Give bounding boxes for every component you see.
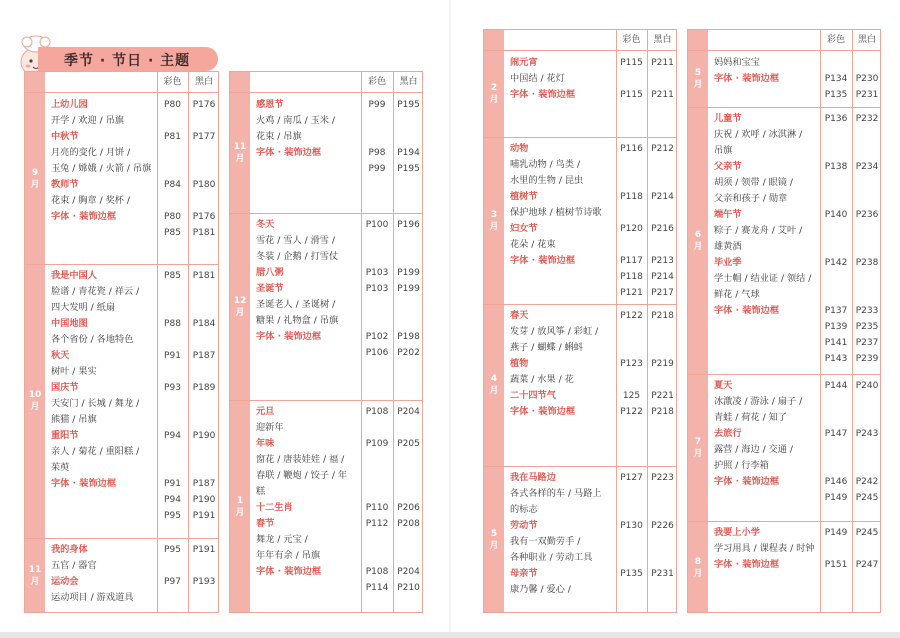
page-bw[interactable]: P204 xyxy=(397,407,420,417)
page-color[interactable]: P108 xyxy=(365,567,389,577)
page-color[interactable]: P81 xyxy=(164,132,181,142)
page-color[interactable]: P134 xyxy=(824,74,848,84)
theme-title[interactable]: 植树节 xyxy=(510,191,538,202)
theme-title[interactable]: 字体 · 装饰边框 xyxy=(256,331,322,342)
month-label: 5 月 xyxy=(489,529,499,551)
month-label: 7 月 xyxy=(693,436,703,459)
theme-items[interactable]: 水里的生物 / 昆虫 xyxy=(510,175,584,186)
theme-title[interactable]: 运动会 xyxy=(51,576,79,587)
month-label: 5 月 xyxy=(693,68,703,90)
column-header-bw: 黑白 xyxy=(399,77,418,87)
page-color[interactable]: P109 xyxy=(365,439,389,449)
page-bw[interactable]: P245 xyxy=(855,528,879,538)
theme-items[interactable]: 亲人 / 菊花 / 重阳糕 / xyxy=(51,446,140,457)
theme-items[interactable]: 迎新年 xyxy=(256,422,284,433)
page-bw[interactable]: P230 xyxy=(855,74,879,84)
page-color[interactable]: P93 xyxy=(164,383,181,393)
page-color[interactable]: P115 xyxy=(620,58,643,68)
page-bw[interactable]: P194 xyxy=(397,148,420,158)
page-color[interactable]: P120 xyxy=(620,224,643,234)
page-color[interactable]: P149 xyxy=(824,493,848,503)
page-color[interactable]: P135 xyxy=(824,90,848,100)
theme-items[interactable]: 运动项目 / 游戏道具 xyxy=(51,592,134,603)
month-divider xyxy=(484,466,676,467)
page-bw[interactable]: P208 xyxy=(397,519,420,529)
page-bw[interactable]: P240 xyxy=(855,381,879,391)
column-header-bw: 黑白 xyxy=(857,35,876,45)
theme-title[interactable]: 字体 · 装饰边框 xyxy=(51,478,117,489)
theme-title[interactable]: 秋天 xyxy=(51,350,70,361)
theme-title[interactable]: 动物 xyxy=(510,143,529,154)
theme-title[interactable]: 母亲节 xyxy=(510,568,538,579)
page-bw[interactable]: P196 xyxy=(397,220,420,230)
page-color[interactable]: P123 xyxy=(620,359,643,369)
month-label: 12 月 xyxy=(233,295,247,318)
page-bw[interactable]: P217 xyxy=(651,288,674,298)
page-color[interactable]: P117 xyxy=(620,256,643,266)
page-color[interactable]: P106 xyxy=(365,348,389,358)
page-bw[interactable]: P213 xyxy=(651,256,674,266)
column-divider xyxy=(188,72,189,612)
column-header-color: 彩色 xyxy=(163,77,182,87)
theme-title[interactable]: 重阳节 xyxy=(51,430,79,441)
page-bw[interactable]: P199 xyxy=(397,284,420,294)
page-color[interactable]: P85 xyxy=(164,228,181,238)
theme-items[interactable]: 学习用具 / 课程表 / 时钟 xyxy=(714,543,815,554)
page-bw[interactable]: P214 xyxy=(651,272,674,282)
page-color[interactable]: P136 xyxy=(824,114,848,124)
page-color[interactable]: P98 xyxy=(368,148,386,158)
month-label: 9 月 xyxy=(30,167,40,190)
month-divider xyxy=(688,374,880,375)
theme-items[interactable]: 哺乳动物 / 鸟类 / xyxy=(510,159,581,170)
theme-title[interactable]: 春天 xyxy=(510,310,529,321)
page-spine xyxy=(449,0,451,632)
theme-items[interactable]: 发芽 / 放风筝 / 彩虹 / xyxy=(510,326,599,337)
theme-items[interactable]: 鲜花 / 气球 xyxy=(714,289,760,300)
theme-items[interactable]: 燕子 / 蝴蝶 / 蝌蚪 xyxy=(510,342,583,353)
theme-items[interactable]: 月亮的变化 / 月饼 / xyxy=(51,147,131,158)
index-panel xyxy=(229,71,423,613)
page-bw[interactable]: P202 xyxy=(397,348,420,358)
page-bw[interactable]: P247 xyxy=(855,560,879,570)
page-color[interactable]: P115 xyxy=(620,90,643,100)
page-bw[interactable]: P184 xyxy=(192,319,216,329)
page-color[interactable]: P137 xyxy=(824,306,848,316)
page-bw[interactable]: P235 xyxy=(855,322,879,332)
theme-title[interactable]: 字体 · 装饰边框 xyxy=(510,255,576,266)
theme-title[interactable]: 我的身体 xyxy=(51,544,88,555)
theme-items[interactable]: 胡须 / 领带 / 眼镜 / xyxy=(714,177,794,188)
theme-title[interactable]: 字体 · 装饰边框 xyxy=(714,559,780,570)
page-color[interactable]: P142 xyxy=(824,258,848,268)
page-bw[interactable]: P193 xyxy=(192,577,216,587)
page-color[interactable]: P127 xyxy=(620,473,643,483)
page-color[interactable]: P139 xyxy=(824,322,848,332)
theme-items[interactable]: 庆祝 / 欢呼 / 冰淇淋 / xyxy=(714,129,803,140)
page-color[interactable]: P143 xyxy=(824,354,848,364)
theme-title[interactable]: 字体 · 装饰边框 xyxy=(51,211,117,222)
theme-title[interactable]: 国庆节 xyxy=(51,382,79,393)
page-color[interactable]: P99 xyxy=(368,164,386,174)
page-bw[interactable]: P219 xyxy=(651,359,674,369)
month-divider xyxy=(25,264,218,265)
bottom-bar xyxy=(0,632,900,638)
page-color[interactable]: P94 xyxy=(164,495,181,505)
theme-items[interactable]: 花朵 / 花束 xyxy=(510,239,556,250)
month-divider xyxy=(688,521,880,522)
section-title: 季节 · 节日 · 主题 xyxy=(64,53,191,69)
page-bw[interactable]: P176 xyxy=(192,100,216,110)
page-color[interactable]: P88 xyxy=(164,319,181,329)
page-bw[interactable]: P231 xyxy=(651,569,674,579)
page-bw[interactable]: P226 xyxy=(651,521,674,531)
page-bw[interactable]: P190 xyxy=(192,431,216,441)
theme-items[interactable]: 学士帽 / 结业证 / 领结 / xyxy=(714,273,812,284)
theme-items[interactable]: 吊旗 xyxy=(714,145,733,156)
page-bw[interactable]: P205 xyxy=(397,439,420,449)
theme-items[interactable]: 舞龙 / 元宝 / xyxy=(256,534,308,545)
theme-title[interactable]: 感恩节 xyxy=(256,99,284,110)
theme-items[interactable]: 各个省份 / 各地特色 xyxy=(51,334,134,345)
theme-items[interactable]: 雪花 / 雪人 / 滑雪 / xyxy=(256,235,336,246)
theme-items[interactable]: 父亲和孩子 / 勋章 xyxy=(714,193,788,204)
month-label: 11 月 xyxy=(233,142,247,164)
page-color[interactable]: P94 xyxy=(164,431,181,441)
theme-items[interactable]: 茱萸 xyxy=(51,462,70,473)
theme-items[interactable]: 冰激凌 / 游泳 / 扇子 / xyxy=(714,396,803,407)
page-color[interactable]: P85 xyxy=(164,271,181,281)
month-label: 8 月 xyxy=(693,556,703,579)
theme-title[interactable]: 我是中国人 xyxy=(51,270,97,281)
page-color[interactable]: P138 xyxy=(824,162,848,172)
page-color[interactable]: P91 xyxy=(164,479,181,489)
table-header xyxy=(25,72,218,93)
month-label: 1 月 xyxy=(235,496,245,518)
theme-items[interactable]: 冬装 / 企鹅 / 打雪仗 xyxy=(256,251,339,262)
page-color[interactable]: P114 xyxy=(365,583,389,593)
page-color[interactable]: P147 xyxy=(824,429,848,439)
page-bw[interactable]: P199 xyxy=(397,268,420,278)
theme-items[interactable]: 玉兔 / 嫦娥 / 火箭 / 吊旗 xyxy=(51,163,152,174)
page-bw[interactable]: P195 xyxy=(397,100,420,110)
theme-items[interactable]: 脸谱 / 青花瓷 / 祥云 / xyxy=(51,286,140,297)
theme-title[interactable]: 端午节 xyxy=(714,209,742,220)
theme-title[interactable]: 父亲节 xyxy=(714,161,742,172)
theme-items[interactable]: 天安门 / 长城 / 舞龙 / xyxy=(51,398,140,409)
page-bw[interactable]: P238 xyxy=(855,258,879,268)
theme-items[interactable]: 雄黄酒 xyxy=(714,241,742,252)
month-band xyxy=(25,72,45,612)
theme-items[interactable]: 熊猫 / 吊旗 xyxy=(51,414,97,425)
column-header-color: 彩色 xyxy=(367,77,386,87)
page-color[interactable]: P103 xyxy=(365,268,389,278)
month-divider xyxy=(484,304,676,305)
month-divider xyxy=(25,538,218,539)
page-bw[interactable]: P181 xyxy=(192,228,216,238)
page-color[interactable]: P91 xyxy=(164,351,181,361)
month-divider xyxy=(230,213,422,214)
page-bw[interactable]: P242 xyxy=(855,477,879,487)
page-bw[interactable]: P211 xyxy=(651,90,674,100)
page-bw[interactable]: P218 xyxy=(651,407,674,417)
page-bw[interactable]: P233 xyxy=(855,306,879,316)
page-color[interactable]: P122 xyxy=(620,407,643,417)
page-bw[interactable]: P223 xyxy=(651,473,674,483)
theme-items[interactable]: 保护地球 / 植树节诗歌 xyxy=(510,207,602,218)
theme-title[interactable]: 春节 xyxy=(256,518,275,529)
theme-title[interactable]: 腊八粥 xyxy=(256,267,284,278)
page-bw[interactable]: P206 xyxy=(397,503,420,513)
theme-items[interactable]: 护照 / 行李箱 xyxy=(714,460,769,471)
theme-title[interactable]: 我要上小学 xyxy=(714,527,760,538)
theme-items[interactable]: 窗花 / 唐装娃娃 / 福 / xyxy=(256,454,345,465)
page-bw[interactable]: P245 xyxy=(855,493,879,503)
page-color[interactable]: P112 xyxy=(365,519,389,529)
theme-items[interactable]: 中国结 / 花灯 xyxy=(510,73,565,84)
page-bw[interactable]: P234 xyxy=(855,162,879,172)
page-color[interactable]: P118 xyxy=(620,192,643,202)
column-header-color: 彩色 xyxy=(826,35,845,45)
page-bw[interactable]: P231 xyxy=(855,90,879,100)
page-color[interactable]: P121 xyxy=(620,288,643,298)
theme-items[interactable]: 妈妈和宝宝 xyxy=(714,57,760,68)
theme-title[interactable]: 元旦 xyxy=(256,406,275,417)
page-color[interactable]: P108 xyxy=(365,407,389,417)
page-color[interactable]: P103 xyxy=(365,284,389,294)
theme-title[interactable]: 字体 · 装饰边框 xyxy=(714,476,780,487)
month-label: 2 月 xyxy=(489,83,499,105)
theme-items[interactable]: 四大发明 / 纸扇 xyxy=(51,302,116,313)
index-panel xyxy=(687,29,881,613)
page-bw[interactable]: P180 xyxy=(192,180,216,190)
theme-items[interactable]: 花束 / 胸章 / 奖杯 / xyxy=(51,195,131,206)
page-color[interactable]: P130 xyxy=(620,521,643,531)
theme-title[interactable]: 中国地图 xyxy=(51,318,88,329)
theme-items[interactable]: 糖果 / 礼物盒 / 吊旗 xyxy=(256,315,339,326)
theme-items[interactable]: 圣诞老人 / 圣诞树 / xyxy=(256,299,336,310)
month-divider xyxy=(688,107,880,108)
page-color[interactable]: P97 xyxy=(164,577,181,587)
page-color[interactable]: P95 xyxy=(164,511,181,521)
page-color[interactable]: P84 xyxy=(164,180,181,190)
month-band xyxy=(688,30,708,612)
page-color[interactable]: P80 xyxy=(164,100,181,110)
theme-title[interactable]: 儿童节 xyxy=(714,113,742,124)
theme-items[interactable]: 火鸡 / 南瓜 / 玉米 / xyxy=(256,115,336,126)
page-color[interactable]: P146 xyxy=(824,477,848,487)
theme-title[interactable]: 十二生肖 xyxy=(256,502,293,513)
page-bw[interactable]: P191 xyxy=(192,545,216,555)
page-color[interactable]: P141 xyxy=(824,338,848,348)
column-header-color: 彩色 xyxy=(622,35,641,45)
page-bw[interactable]: P190 xyxy=(192,495,216,505)
page-bw[interactable]: P216 xyxy=(651,224,674,234)
page-color[interactable]: P149 xyxy=(824,528,848,538)
page-bw[interactable]: P237 xyxy=(855,338,879,348)
page-color[interactable]: P99 xyxy=(368,100,386,110)
theme-title[interactable]: 夏天 xyxy=(714,380,733,391)
page-bw[interactable]: P176 xyxy=(192,212,216,222)
theme-title[interactable]: 字体 · 装饰边框 xyxy=(714,305,780,316)
page-bw[interactable]: P204 xyxy=(397,567,420,577)
theme-items[interactable]: 春联 / 鞭炮 / 饺子 / 年 xyxy=(256,470,348,481)
index-panel xyxy=(24,71,219,613)
month-label: 6 月 xyxy=(693,229,703,252)
page-bw[interactable]: P191 xyxy=(192,511,216,521)
theme-title[interactable]: 闹元宵 xyxy=(510,57,538,68)
theme-items[interactable]: 开学 / 欢迎 / 吊旗 xyxy=(51,115,124,126)
page-bw[interactable]: P221 xyxy=(651,391,674,401)
theme-items[interactable]: 我有一双勤劳手 / xyxy=(510,536,581,547)
month-band xyxy=(484,30,504,612)
theme-title[interactable]: 字体 · 装饰边框 xyxy=(256,147,322,158)
page-bw[interactable]: P187 xyxy=(192,351,216,361)
page-bw[interactable]: P218 xyxy=(651,311,674,321)
page-bw[interactable]: P181 xyxy=(192,271,216,281)
page-bw[interactable]: P198 xyxy=(397,332,420,342)
theme-items[interactable]: 五官 / 器官 xyxy=(51,560,97,571)
page-bw[interactable]: P189 xyxy=(192,383,216,393)
theme-title[interactable]: 字体 · 装饰边框 xyxy=(510,89,576,100)
theme-items[interactable]: 糕 xyxy=(256,486,266,497)
column-header-bw: 黑白 xyxy=(653,35,672,45)
page-bw[interactable]: P239 xyxy=(855,354,879,364)
page-bw[interactable]: P210 xyxy=(397,583,420,593)
column-divider xyxy=(157,72,158,612)
theme-items[interactable]: 年年有余 / 吊旗 xyxy=(256,550,321,561)
theme-items[interactable]: 各种职业 / 劳动工具 xyxy=(510,552,593,563)
month-label: 3 月 xyxy=(489,209,499,232)
theme-items[interactable]: 粽子 / 赛龙舟 / 艾叶 / xyxy=(714,225,803,236)
month-divider xyxy=(484,137,676,138)
theme-title[interactable]: 圣诞节 xyxy=(256,283,284,294)
month-divider xyxy=(230,400,422,401)
page-color[interactable]: P102 xyxy=(365,332,389,342)
page-color[interactable]: 125 xyxy=(622,391,641,401)
theme-items[interactable]: 康乃馨 / 爱心 / xyxy=(510,584,571,595)
theme-title[interactable]: 字体 · 装饰边框 xyxy=(256,566,322,577)
theme-title[interactable]: 字体 · 装饰边框 xyxy=(510,406,576,417)
theme-title[interactable]: 毕业季 xyxy=(714,257,742,268)
page-bw[interactable]: P195 xyxy=(397,164,420,174)
theme-title[interactable]: 冬天 xyxy=(256,219,275,230)
theme-title[interactable]: 中秋节 xyxy=(51,131,79,142)
theme-title[interactable]: 二十四节气 xyxy=(510,390,556,401)
theme-items[interactable]: 蔬菜 / 水果 / 花 xyxy=(510,374,574,385)
page-bw[interactable]: P232 xyxy=(855,114,879,124)
page-bw[interactable]: P187 xyxy=(192,479,216,489)
theme-items[interactable]: 青蛙 / 荷花 / 知了 xyxy=(714,412,787,423)
page-color[interactable]: P135 xyxy=(620,569,643,579)
theme-title[interactable]: 教师节 xyxy=(51,179,79,190)
page-bw[interactable]: P212 xyxy=(651,144,674,154)
theme-title[interactable]: 字体 · 装饰边框 xyxy=(714,73,780,84)
theme-title[interactable]: 劳动节 xyxy=(510,520,538,531)
page-bw[interactable]: P243 xyxy=(855,429,879,439)
theme-items[interactable]: 各式各样的车 / 马路上 xyxy=(510,488,602,499)
page-color[interactable]: P100 xyxy=(365,220,389,230)
page-bw[interactable]: P177 xyxy=(192,132,216,142)
column-header-bw: 黑白 xyxy=(194,77,213,87)
month-label: 10 月 xyxy=(28,390,42,412)
page-color[interactable]: P140 xyxy=(824,210,848,220)
page-color[interactable]: P116 xyxy=(620,144,643,154)
page-color[interactable]: P118 xyxy=(620,272,643,282)
theme-title[interactable]: 植物 xyxy=(510,358,529,369)
page-bw[interactable]: P214 xyxy=(651,192,674,202)
page-color[interactable]: P151 xyxy=(824,560,848,570)
theme-title[interactable]: 年味 xyxy=(256,438,275,449)
theme-items[interactable]: 花束 / 吊旗 xyxy=(256,131,302,142)
theme-title[interactable]: 妇女节 xyxy=(510,223,538,234)
theme-title[interactable]: 我在马路边 xyxy=(510,472,556,483)
index-panel xyxy=(483,29,677,613)
page-color[interactable]: P80 xyxy=(164,212,181,222)
month-label: 4 月 xyxy=(489,374,499,396)
theme-items[interactable]: 的标志 xyxy=(510,504,538,515)
page-color[interactable]: P122 xyxy=(620,311,643,321)
theme-items[interactable]: 树叶 / 果实 xyxy=(51,366,97,377)
page-bw[interactable]: P236 xyxy=(855,210,879,220)
theme-title[interactable]: 去旅行 xyxy=(714,428,742,439)
page-color[interactable]: P110 xyxy=(365,503,389,513)
page-color[interactable]: P95 xyxy=(164,545,181,555)
theme-items[interactable]: 露营 / 海边 / 交通 / xyxy=(714,444,794,455)
theme-title[interactable]: 上幼儿园 xyxy=(51,99,88,110)
month-label: 11 月 xyxy=(28,565,42,587)
page-color[interactable]: P144 xyxy=(824,381,848,391)
page-bw[interactable]: P211 xyxy=(651,58,674,68)
